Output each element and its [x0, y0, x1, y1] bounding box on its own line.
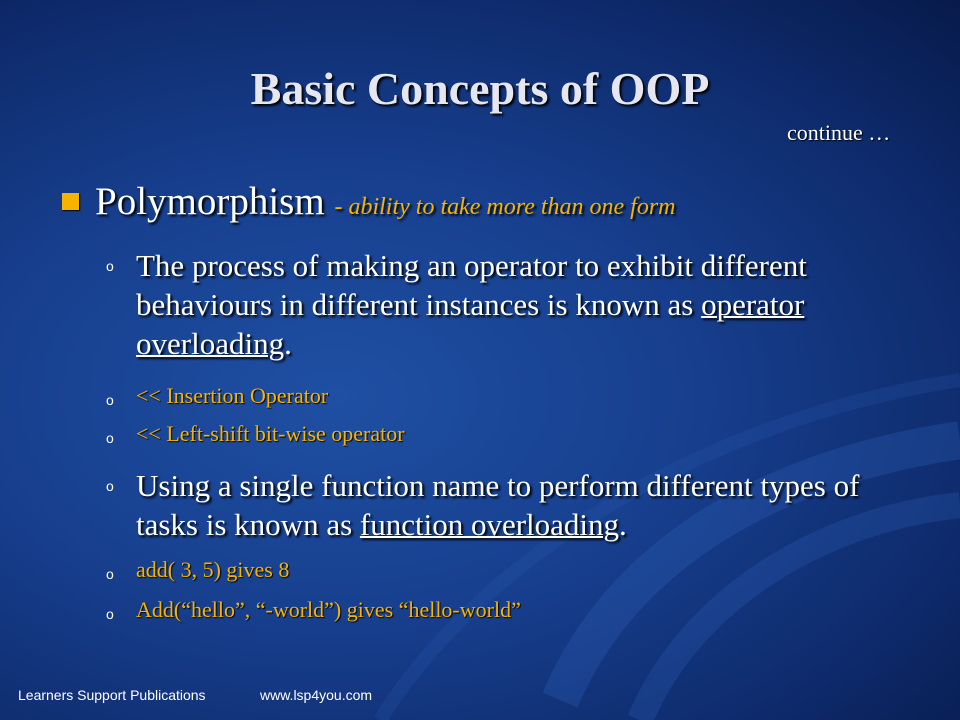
topic-subtitle: - ability to take more than one form — [334, 194, 676, 220]
point-operator-overloading — [136, 246, 896, 363]
point-left-shift-operator: << Left-shift bit-wise operator — [136, 421, 405, 446]
circle-bullet-icon: o — [106, 478, 114, 494]
point-string-add-example: Add(“hello”, “-world”) gives “hello-world” — [136, 597, 521, 622]
point-period: . — [619, 507, 627, 542]
point-text: Using a single function name to perform different types of tasks is known as — [136, 468, 860, 542]
circle-bullet-icon: o — [106, 392, 114, 408]
point-text: The process of making an operator to exhibit different behaviours in different instances is known as — [136, 248, 807, 322]
point-insertion-operator: << Insertion Operator — [136, 383, 329, 408]
term-operator-overloading: operator overloading — [136, 287, 805, 361]
square-bullet-icon — [62, 193, 79, 210]
circle-bullet-icon: o — [106, 258, 114, 274]
footer-website: www.lsp4you.com — [260, 687, 373, 703]
slide-title: Basic Concepts of OOP — [250, 63, 710, 114]
circle-bullet-icon: o — [106, 566, 114, 582]
term-function-overloading: function overloading — [359, 507, 620, 542]
footer-publisher: Learners Support Publications — [18, 687, 206, 703]
point-add-example: add( 3, 5) gives 8 — [136, 557, 290, 582]
topic-heading: Polymorphism — [95, 180, 325, 223]
continue-label: continue … — [787, 120, 891, 145]
point-function-overloading — [136, 466, 896, 544]
topic-heading-line — [95, 179, 676, 224]
point-period: . — [284, 326, 292, 361]
circle-bullet-icon: o — [106, 430, 114, 446]
circle-bullet-icon: o — [106, 606, 114, 622]
